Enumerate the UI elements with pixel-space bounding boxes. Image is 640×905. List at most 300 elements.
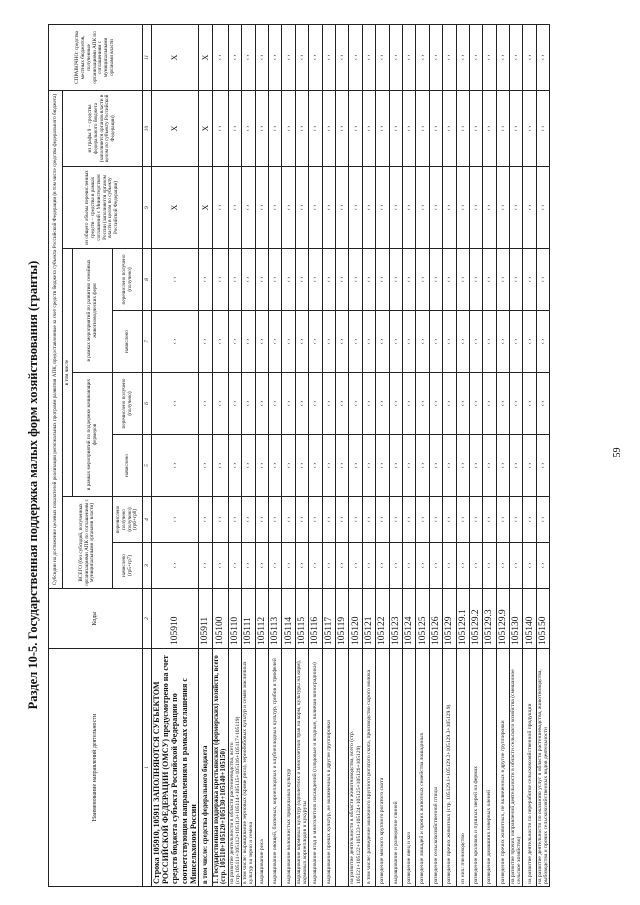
value-cell: ‹ › [228,90,241,166]
value-cell: ‹ › [309,497,322,543]
value-cell: ‹ › [295,497,308,543]
row-name: выращивание волокнистых прядильных культур [282,649,295,887]
value-cell: ‹ › [336,373,349,435]
value-cell: ‹ › [496,24,509,90]
col-number: 9 [143,167,152,249]
value-cell: ‹ › [228,311,241,373]
value-cell: ‹ › [269,435,282,497]
value-cell: ‹ › [198,249,212,311]
value-cell: ‹ › [402,167,415,249]
value-cell: ‹ › [469,311,482,373]
col-number: 6 [143,373,152,435]
value-cell: ‹ › [309,373,322,435]
row-code: 105130 [510,589,523,649]
row-code: 105123 [389,589,402,649]
value-cell: ‹ › [483,435,496,497]
header-accrued-7: начислено [113,311,143,373]
value-cell: ‹ › [456,249,469,311]
header-transferred-6: перечислено получено (получено) [113,373,143,435]
table-row [443,24,456,886]
row-code: 105129.3 [483,589,496,649]
row-name: выращивание ягод и многолетних насаждений (плодовые и ягодные, включая виноградники) [309,649,322,887]
value-cell: ‹ › [429,435,442,497]
value-cell: ‹ › [336,543,349,589]
header-including: в том числе [63,249,73,497]
value-cell: ‹ › [456,373,469,435]
value-cell: ‹ › [309,167,322,249]
value-cell: ‹ › [282,249,295,311]
row-code: 105119 [336,589,349,649]
value-cell: ‹ › [443,373,456,435]
value-cell: ‹ › [322,90,335,166]
not-applicable-mark: X [152,167,199,249]
value-cell: ‹ › [469,249,482,311]
row-code: 105117 [322,589,335,649]
value-cell: ‹ › [402,24,415,90]
value-cell: ‹ › [416,311,429,373]
value-cell: ‹ › [152,249,199,311]
value-cell: ‹ › [336,24,349,90]
value-cell: ‹ › [255,373,268,435]
value-cell: ‹ › [443,497,456,543]
value-cell: ‹ › [443,24,456,90]
value-cell: ‹ › [322,249,335,311]
value-cell: ‹ › [536,497,549,543]
table-row [228,24,241,886]
value-cell: ‹ › [376,543,389,589]
value-cell: ‹ › [402,497,415,543]
value-cell: ‹ › [349,249,362,311]
value-cell: ‹ › [336,249,349,311]
row-code: 105115 [295,589,308,649]
header-federal-agreement: из общего объема перечисленных средств – средства в рамках соглашений с Министерством России (заполняется органом власти в целом по субъекту Российской Федерации) [63,167,143,249]
value-cell: ‹ › [402,311,415,373]
row-name: в том числе: разведение молочного крупного рогатого скота, производство сырого молока [362,649,375,887]
value-cell: ‹ › [496,167,509,249]
value-cell: ‹ › [255,435,268,497]
value-cell: ‹ › [336,497,349,543]
row-name: разведение мясного крупного рогатого скота [376,649,389,887]
value-cell: ‹ › [389,311,402,373]
value-cell: ‹ › [536,373,549,435]
row-name: разведение прочих животных, не включенных в другие группировки [496,649,509,887]
value-cell: ‹ › [349,24,362,90]
table-row [362,24,375,886]
value-cell: ‹ › [269,249,282,311]
value-cell: ‹ › [282,497,295,543]
value-cell: ‹ › [510,373,523,435]
header-transferred-total: перечислено получено (получено) (гр6+гр8) [113,497,143,543]
value-cell: ‹ › [282,90,295,166]
value-cell: ‹ › [510,249,523,311]
value-cell: ‹ › [336,167,349,249]
row-name: на развитие прочих направлений деятельности в области сельского хозяйства (смешанное сельское хозяйство) [510,649,523,887]
value-cell: ‹ › [255,543,268,589]
table-row [483,24,496,886]
value-cell: ‹ › [523,497,536,543]
value-cell: ‹ › [496,543,509,589]
value-cell: ‹ › [456,167,469,249]
row-name [336,649,349,887]
value-cell: ‹ › [255,249,268,311]
table-row [456,24,469,886]
value-cell: ‹ › [469,24,482,90]
row-name: из них: пчеловодство [456,649,469,887]
value-cell: ‹ › [416,435,429,497]
header-code: Коды [49,589,143,649]
value-cell: ‹ › [152,373,199,435]
row-code: 105150 [536,589,549,649]
col-number: 10 [143,90,152,166]
value-cell: ‹ › [212,24,228,90]
value-cell: ‹ › [228,373,241,435]
value-cell: ‹ › [416,373,429,435]
col-number: 8 [143,249,152,311]
value-cell: ‹ › [389,435,402,497]
value-cell: ‹ › [536,90,549,166]
value-cell: ‹ › [496,435,509,497]
value-cell: ‹ › [443,311,456,373]
value-cell: ‹ › [496,497,509,543]
value-cell: ‹ › [198,435,212,497]
value-cell: ‹ › [242,497,255,543]
value-cell: ‹ › [469,497,482,543]
value-cell: ‹ › [282,311,295,373]
value-cell: ‹ › [349,311,362,373]
value-cell: ‹ › [456,435,469,497]
table-row [376,24,389,886]
table-row [255,24,268,886]
row-code: 105129.9 [496,589,509,649]
value-cell: ‹ › [152,497,199,543]
value-cell: ‹ › [362,24,375,90]
value-cell: ‹ › [416,167,429,249]
row-name: выращивание риса [255,649,268,887]
value-cell: ‹ › [309,311,322,373]
header-subsidies-group: Субсидии на достижение целевых показателей реализации региональных программ развития АПК, предоставленные за счет средств бюджета субъекта Российской Федерации (в том числе средства федерального бюджета) [49,90,63,588]
value-cell: ‹ › [416,90,429,166]
header-transferred-8: перечислено получено (получено) [113,249,143,311]
value-cell: ‹ › [523,24,536,90]
value-cell: ‹ › [483,373,496,435]
value-cell: ‹ › [362,497,375,543]
value-cell: ‹ › [429,497,442,543]
row-code: 105125 [416,589,429,649]
value-cell: ‹ › [362,311,375,373]
value-cell: ‹ › [362,249,375,311]
value-cell: ‹ › [469,435,482,497]
value-cell: ‹ › [376,497,389,543]
value-cell: ‹ › [376,311,389,373]
value-cell: ‹ › [269,167,282,249]
row-code: 105112 [255,589,268,649]
value-cell: ‹ › [443,90,456,166]
value-cell: ‹ › [429,543,442,589]
row-code: 105116 [309,589,322,649]
value-cell: ‹ › [242,435,255,497]
value-cell: ‹ › [402,249,415,311]
value-cell: ‹ › [255,24,268,90]
not-applicable-mark: X [152,90,199,166]
value-cell: ‹ › [295,167,308,249]
value-cell: ‹ › [483,543,496,589]
value-cell: ‹ › [198,373,212,435]
table-row [389,24,402,886]
header-total: ВСЕГО (без субсидий, полученных организациями АПК по соглашениям с муниципальными органами власти) [63,497,113,589]
table-row [269,24,282,886]
value-cell: ‹ › [389,497,402,543]
value-cell: ‹ › [269,497,282,543]
row-code: 105124 [402,589,415,649]
row-code: 105129 [443,589,456,649]
value-cell: ‹ › [228,543,241,589]
value-cell: ‹ › [198,311,212,373]
value-cell: ‹ › [469,373,482,435]
value-cell: ‹ › [349,167,362,249]
value-cell: ‹ › [376,373,389,435]
value-cell: ‹ › [269,24,282,90]
value-cell: ‹ › [483,167,496,249]
value-cell: ‹ › [389,24,402,90]
value-cell: ‹ › [242,24,255,90]
table-row [496,24,509,886]
value-cell: ‹ › [523,90,536,166]
value-cell: ‹ › [228,24,241,90]
table-row [152,24,199,886]
value-cell: ‹ › [212,373,228,435]
value-cell: ‹ › [376,167,389,249]
value-cell: ‹ › [295,543,308,589]
value-cell: ‹ › [282,435,295,497]
row-name: разведение овец и коз [402,649,415,887]
value-cell: ‹ › [295,435,308,497]
col-number: 7 [143,311,152,373]
table-row [536,24,549,886]
row-name: выращивание прочих культур, не включенных в другие группировки [322,649,335,887]
value-cell: ‹ › [496,90,509,166]
row-code: 105910 [152,589,199,649]
value-cell: ‹ › [255,167,268,249]
value-cell: ‹ › [536,249,549,311]
value-cell: ‹ › [336,435,349,497]
value-cell: ‹ › [212,543,228,589]
value-cell: ‹ › [523,249,536,311]
value-cell: ‹ › [362,167,375,249]
value-cell: ‹ › [242,249,255,311]
value-cell: ‹ › [443,167,456,249]
value-cell: ‹ › [510,90,523,166]
table-row [282,24,295,886]
col-number: 3 [143,543,152,589]
value-cell: ‹ › [282,167,295,249]
value-cell: ‹ › [242,167,255,249]
row-name: выращивание овощей, бахчевых, корнеплодных и клубнеплодных культур, грибов и трюфелей [269,649,282,887]
table-row [469,24,482,886]
row-name: разведение сельскохозяйственной птицы [429,649,442,887]
table-row [402,24,415,886]
value-cell: ‹ › [389,167,402,249]
value-cell: ‹ › [469,167,482,249]
row-name: в том числе: средства федерального бюджета [198,649,212,887]
value-cell: ‹ › [523,311,536,373]
row-code: 105126 [429,589,442,649]
not-applicable-mark: X [198,167,212,249]
value-cell: ‹ › [295,90,308,166]
value-cell: ‹ › [429,373,442,435]
col-number: 5 [143,435,152,497]
value-cell: ‹ › [402,373,415,435]
col-number: 1 [143,649,152,887]
value-cell: ‹ › [242,543,255,589]
not-applicable-mark: X [198,24,212,90]
value-cell: ‹ › [429,249,442,311]
value-cell: ‹ › [212,90,228,166]
value-cell: ‹ › [212,167,228,249]
value-cell: ‹ › [322,497,335,543]
row-code: 105100 [212,589,228,649]
value-cell: ‹ › [496,249,509,311]
row-code: 105140 [523,589,536,649]
value-cell: ‹ › [376,249,389,311]
row-code: 105111 [242,589,255,649]
value-cell: ‹ › [429,167,442,249]
section-title: Раздел 10-5. Государственная поддержка малых форм хозяйствования (гранты) [26,260,40,710]
value-cell: ‹ › [295,373,308,435]
col-number: 4 [143,497,152,543]
value-cell: ‹ › [322,543,335,589]
value-cell: ‹ › [483,311,496,373]
not-applicable-mark: X [198,90,212,166]
page-number: 59 [612,447,623,458]
row-name: выращивание кормовых культур (однолетних и многолетних трав на корм, культуры на корм), кормовых корнеплодов и кукурузы [295,649,308,887]
value-cell: ‹ › [269,373,282,435]
value-cell: ‹ › [416,24,429,90]
value-cell: ‹ › [212,311,228,373]
value-cell: ‹ › [228,497,241,543]
value-cell: ‹ › [242,373,255,435]
value-cell: ‹ › [510,497,523,543]
value-cell: ‹ › [389,249,402,311]
table-row [429,24,442,886]
value-cell: ‹ › [309,543,322,589]
value-cell: ‹ › [389,543,402,589]
table-row [242,24,255,886]
row-name: на развитие деятельности в области растениеводства, всего (стр.105111+105112+105113+105114+105115+105116+105117+105119) [228,649,241,887]
value-cell: ‹ › [510,24,523,90]
value-cell: ‹ › [152,435,199,497]
not-applicable-mark: X [152,24,199,90]
table-row [349,24,362,886]
value-cell: ‹ › [416,249,429,311]
value-cell: ‹ › [429,24,442,90]
value-cell: ‹ › [349,497,362,543]
value-cell: ‹ › [443,249,456,311]
value-cell: ‹ › [152,543,199,589]
header-family-farms: в рамках мероприятий по развитию семейных животноводческих ферм [73,249,113,373]
value-cell: ‹ › [536,435,549,497]
col-number: 2 [143,589,152,649]
row-name: в том числе: выращивание зерновых (кроме риса), зернобобовых культур и семян масличных культур на зерно и семена [242,649,255,887]
row-name: Строка 105910, 105911 ЗАПОЛНЯЮТСЯ СУБЪЕКТОМ РОССИЙСКОЙ ФЕДЕРАЦИИ (ОМСУ) предусмотрено на счет средств бюджета субъекта Российской Федерации по соответствующим направлениям в рамках соглашения с Минсельхозом России [152,649,199,887]
value-cell: ‹ › [523,543,536,589]
value-cell: ‹ › [242,311,255,373]
value-cell: ‹ › [510,435,523,497]
value-cell: ‹ › [469,90,482,166]
row-code: 105121 [362,589,375,649]
value-cell: ‹ › [322,435,335,497]
table-row [212,24,228,886]
value-cell: ‹ › [255,311,268,373]
value-cell: ‹ › [536,167,549,249]
value-cell: ‹ › [282,543,295,589]
table-row [198,24,212,886]
row-name: разведение домашних северных оленей [483,649,496,887]
table-row [309,24,322,886]
value-cell: ‹ › [402,90,415,166]
value-cell: ‹ › [152,311,199,373]
value-cell: ‹ › [198,497,212,543]
value-cell: ‹ › [212,435,228,497]
value-cell: ‹ › [255,90,268,166]
value-cell: ‹ › [389,90,402,166]
row-code: 105110 [228,589,241,649]
value-cell: ‹ › [228,249,241,311]
value-cell: ‹ › [416,497,429,543]
table-row [416,24,429,886]
value-cell: ‹ › [496,373,509,435]
value-cell: ‹ › [443,435,456,497]
column-numbers-row [143,24,152,886]
value-cell: ‹ › [456,497,469,543]
value-cell: ‹ › [376,90,389,166]
value-cell: ‹ › [376,24,389,90]
value-cell: ‹ › [483,90,496,166]
value-cell: ‹ › [402,543,415,589]
value-cell: ‹ › [282,373,295,435]
value-cell: ‹ › [456,543,469,589]
value-cell: ‹ › [456,311,469,373]
value-cell: ‹ › [483,497,496,543]
value-cell: ‹ › [456,90,469,166]
value-cell: ‹ › [536,543,549,589]
table-row [322,24,335,886]
value-cell: ‹ › [362,373,375,435]
table-row [336,24,349,886]
table-row [523,24,536,886]
value-cell: ‹ › [322,24,335,90]
row-name: выращивание и разведение свиней [389,649,402,887]
row-name: 1. Государственная поддержка крестьянских (фермерских) хозяйств, всего (стр. 105110+105120+105130+105140+105150) [212,649,228,887]
grants-table [48,24,550,887]
value-cell: ‹ › [322,311,335,373]
value-cell: ‹ › [389,373,402,435]
value-cell: ‹ › [456,24,469,90]
value-cell: ‹ › [536,311,549,373]
row-code: 105113 [269,589,282,649]
value-cell: ‹ › [336,90,349,166]
header-accrued-total: начислено (гр5+гр7) [113,543,143,589]
value-cell: ‹ › [523,435,536,497]
value-cell: ‹ › [510,311,523,373]
value-cell: ‹ › [429,90,442,166]
row-name: разведение прочих животных (стр. 105129.1+105129.2+105129.3+105129.9) [443,649,456,887]
value-cell: ‹ › [523,373,536,435]
value-cell: ‹ › [443,543,456,589]
value-cell: ‹ › [228,435,241,497]
value-cell: ‹ › [349,373,362,435]
row-code: 105129.1 [456,589,469,649]
header-name: Наименование направлений деятельности [49,649,143,887]
